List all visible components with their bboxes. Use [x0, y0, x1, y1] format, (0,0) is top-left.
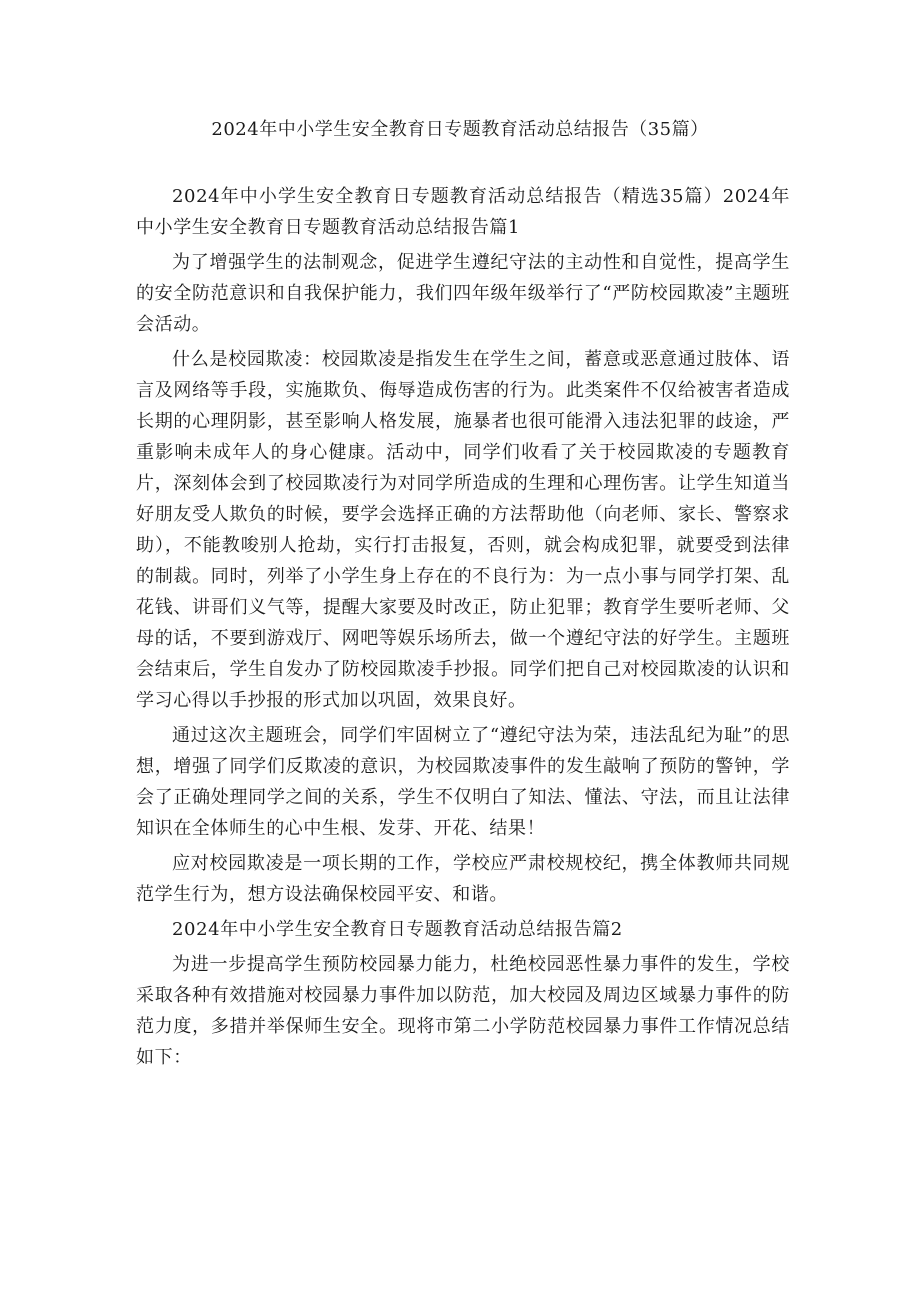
body-paragraph: 为了增强学生的法制观念，促进学生遵纪守法的主动性和自觉性，提高学生的安全防范意识和自我保护能力，我们四年级年级举行了“严防校园欺凌”主题班会活动。	[136, 252, 790, 335]
intro-paragraph: 2024年中小学生安全教育日专题教育活动总结报告（精选35篇）2024年中小学生安全教育日专题教育活动总结报告篇1	[136, 186, 790, 238]
document-title: 2024年中小学生安全教育日专题教育活动总结报告（35篇）	[211, 119, 709, 140]
body-paragraph: 为进一步提高学生预防校园暴力能力，杜绝校园恶性暴力事件的发生，学校采取各种有效措施对校园暴力事件加以防范，加大校园及周边区域暴力事件的防范力度，多措并举保师生安全。现将市第二小学防范校园暴力事件工作情况总结如下：	[136, 954, 790, 1068]
body-paragraph: 应对校园欺凌是一项长期的工作，学校应严肃校规校纪，携全体教师共同规范学生行为，想方设法确保校园平安、和谐。	[136, 853, 790, 905]
body-paragraph: 什么是校园欺凌：校园欺凌是指发生在学生之间，蓄意或恶意通过肢体、语言及网络等手段，实施欺负、侮辱造成伤害的行为。此类案件不仅给被害者造成长期的心理阴影，甚至影响人格发展，施暴者也很可能滑入违法犯罪的歧途，严重影响未成年人的身心健康。活动中，同学们收看了关于校园欺凌的专题教育片，深刻体会到了校园欺凌行为对同学所造成的生理和心理伤害。让学生知道当好朋友受人欺负的时候，要学会选择正确的方法帮助他（向老师、家长、警察求助），不能教唆别人抢劫，实行打击报复，否则，就会构成犯罪，就要受到法律的制裁。同时，列举了小学生身上存在的不良行为：为一点小事与同学打架、乱花钱、讲哥们义气等，提醒大家要及时改正，防止犯罪；教育学生要听老师、父母的话，不要到游戏厅、网吧等娱乐场所去，做一个遵纪守法的好学生。主题班会结束后，学生自发办了防校园欺凌手抄报。同学们把自己对校园欺凌的认识和学习心得以手抄报的形式加以巩固，效果良好。	[136, 349, 790, 711]
document-body	[136, 181, 790, 1077]
section-heading: 2024年中小学生安全教育日专题教育活动总结报告篇2	[172, 919, 623, 940]
body-paragraph: 通过这次主题班会，同学们牢固树立了“遵纪守法为荣，违法乱纪为耻”的思想，增强了同学们反欺凌的意识，为校园欺凌事件的发生敲响了预防的警钟，学会了正确处理同学之间的关系，学生不仅明白了知法、懂法、守法，而且让法律知识在全体师生的心中生根、发芽、开花、结果！	[136, 725, 790, 839]
